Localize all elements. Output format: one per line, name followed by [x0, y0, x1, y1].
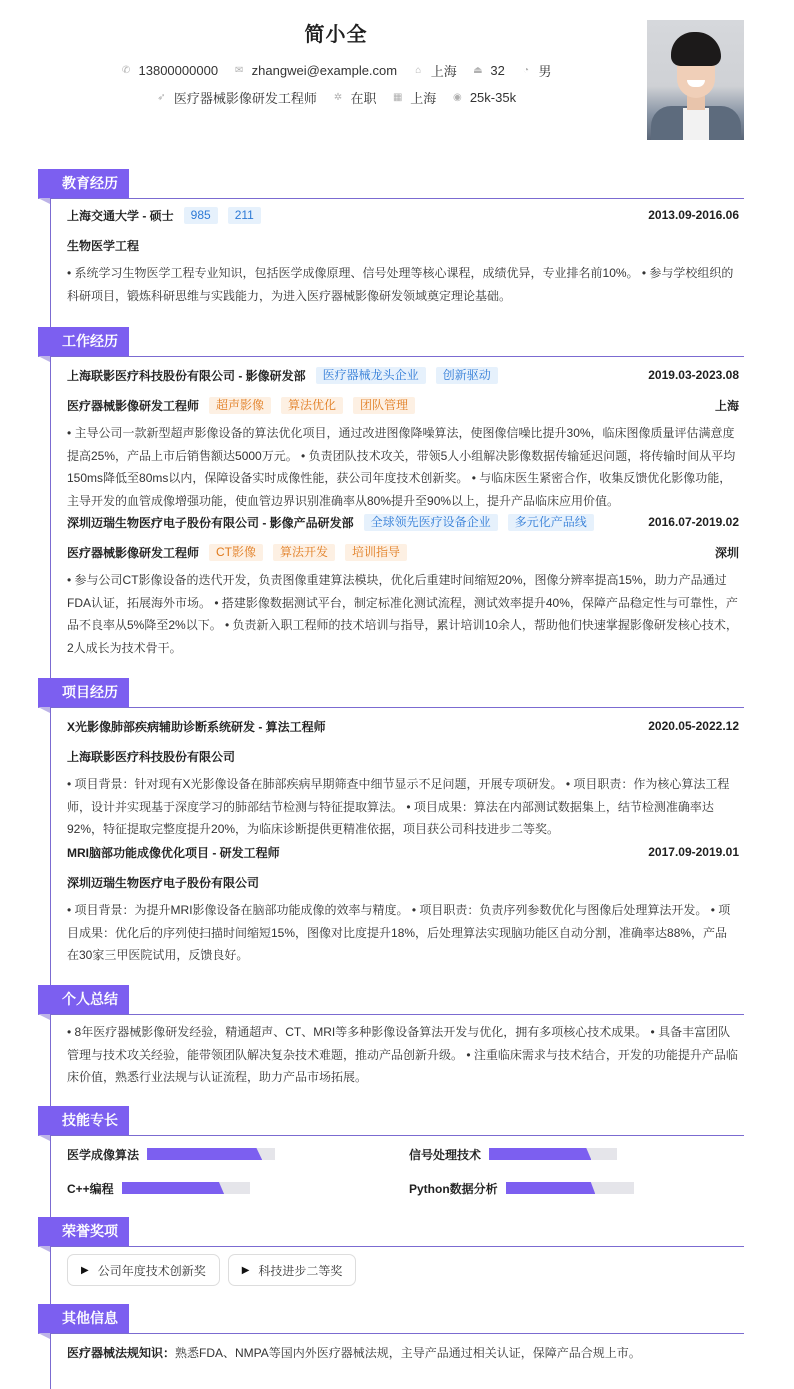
send-icon: ➶	[157, 92, 166, 103]
skill-item: 医学成像算法	[67, 1144, 275, 1164]
section-header	[38, 678, 744, 708]
age-item: ⏏ 32	[473, 63, 505, 78]
target-city-item: ▦ 上海	[392, 91, 437, 106]
section-title: 工作经历	[38, 327, 129, 356]
tag: 算法优化	[281, 397, 343, 414]
gender-item: ◔ 男	[520, 61, 551, 80]
section-header	[38, 1106, 744, 1136]
salary-item: ◉ 25k-35k	[452, 90, 517, 105]
city: 上海	[714, 398, 739, 413]
contact-row	[0, 61, 672, 80]
description: • 系统学习生物医学工程专业知识，包括医学成像原理、信号处理等核心课程，成绩优异，专业排名前10%。 • 参与学校组织的科研项目，锻炼科研思维与实践能力，为进入医疗器械影像研发领域奠定理论基础。	[67, 266, 734, 303]
description: • 主导公司一款新型超声影像设备的算法优化项目，通过改进图像降噪算法，使图像信噪比提升30%，临床图像质量评估满意度提高25%，产品上市后销售额达5000万元。 • 负责团队技术攻关，带领5人小组解决影像数据传输延迟问题，将传输时间从平均150ms降低至80ms以内，保障设备实时成像性能，获公司年度技术创新奖。 • 与临床医生紧密合作，收集反馈优化影像功能，主导开发的血管成像增强功能，使血管边界识别准确率从80%提升至90%以上，提升产品临床应用价值。	[67, 426, 736, 508]
description: • 项目背景：针对现有X光影像设备在肺部疾病早期筛查中细节显示不足问题，开展专项研发。 • 项目职责：作为核心算法工程师，设计并实现基于深度学习的肺部结节检测与特征提取算法。 • 项目成果：算法在内部测试数据集上，结节检测准确率达92%，特征提取完整度提升20%，为临床诊断提供更精准依据，项目获公司科技进步二等奖。	[67, 777, 730, 836]
location-item: ⌂ 上海	[413, 61, 457, 80]
skill-bar	[489, 1148, 617, 1160]
section-title: 项目经历	[38, 678, 129, 707]
project-entry	[67, 837, 739, 967]
project-org: 上海联影医疗科技股份有限公司	[67, 749, 236, 764]
status-item: ✲ 在职	[333, 91, 377, 106]
status-icon: ✲	[333, 92, 343, 103]
tag: 团队管理	[353, 397, 415, 414]
tag: 创新驱动	[436, 367, 498, 384]
section-header	[38, 327, 744, 357]
phone-item: ✆ 13800000000	[121, 63, 219, 78]
role-title: 医疗器械影像研发工程师	[67, 545, 200, 560]
project-org: 深圳迈瑞生物医疗电子股份有限公司	[67, 875, 260, 890]
timeline-line	[50, 190, 51, 1389]
play-icon: ▶	[241, 1264, 250, 1276]
skill-item: C++编程	[67, 1178, 250, 1198]
date-range: 2013.09-2016.06	[648, 208, 739, 222]
project-name: X光影像肺部疾病辅助诊断系统研发 - 算法工程师	[67, 719, 326, 734]
candidate-name: 简小全	[304, 24, 368, 46]
tag: 医疗器械龙头企业	[316, 367, 426, 384]
description: • 项目背景：为提升MRI影像设备在脑部功能成像的效率与精度。 • 项目职责：负责序列参数优化与图像后处理算法开发。 • 项目成果：优化后的序列使扫描时间缩短15%，图像对比度提升18%，后处理算法实现脑功能区自动分割，准确率达88%，产品在30家三甲医院试用，反馈良好。	[67, 903, 731, 962]
play-icon: ▶	[81, 1264, 89, 1276]
summary-text: • 8年医疗器械影像研发经验，精通超声、CT、MRI等多种影像设备算法开发与优化，拥有多项核心技术成果。 • 具备丰富团队管理与技术攻关经验，能带领团队解决复杂技术难题，推动产品创新升级。 • 注重临床需求与技术结合，开发的功能提升产品临床价值，熟悉行业法规与认证流程，助力产品市场拓展。	[67, 1025, 738, 1084]
date-range: 2016.07-2019.02	[648, 515, 739, 529]
skill-item: 信号处理技术	[409, 1144, 617, 1164]
work-entry	[67, 360, 739, 512]
city: 深圳	[714, 545, 739, 560]
mail-icon: ✉	[234, 65, 244, 76]
section-header	[38, 985, 744, 1015]
company-name: 深圳迈瑞生物医疗电子股份有限公司 - 影像产品研发部	[67, 515, 354, 530]
section-title: 荣誉奖项	[38, 1217, 129, 1246]
skill-item: Python数据分析	[409, 1178, 634, 1198]
other-info: 医疗器械法规知识：熟悉FDA、NMPA等国内外医疗器械法规，主导产品通过相关认证，保障产品合规上市。	[67, 1346, 641, 1360]
school-name: 上海交通大学 - 硕士	[67, 208, 174, 223]
target-role-item: ➶ 医疗器械影像研发工程师	[157, 91, 317, 106]
tag: 全球领先医疗设备企业	[364, 514, 498, 531]
salary-icon: ◉	[452, 92, 462, 103]
skill-bar	[122, 1182, 250, 1194]
major: 生物医学工程	[67, 238, 140, 253]
tag: 算法开发	[273, 544, 335, 561]
project-name: MRI脑部功能成像优化项目 - 研发工程师	[67, 845, 280, 860]
tag: CT影像	[209, 544, 263, 561]
avatar-photo	[647, 20, 744, 140]
date-range: 2019.03-2023.08	[648, 368, 739, 382]
phone-icon: ✆	[121, 65, 131, 76]
section-title: 技能专长	[38, 1106, 129, 1135]
date-range: 2017.09-2019.01	[648, 845, 739, 859]
skill-bar	[506, 1182, 634, 1194]
awards-list	[67, 1248, 739, 1286]
home-icon: ⌂	[415, 65, 422, 76]
section-header	[38, 1304, 744, 1334]
award-item: ▶ 科技进步二等奖	[228, 1254, 357, 1286]
date-range: 2020.05-2022.12	[648, 719, 739, 733]
section-title: 其他信息	[38, 1304, 129, 1333]
tag: 多元化产品线	[508, 514, 594, 531]
education-entry	[67, 200, 739, 307]
skills-grid	[67, 1137, 739, 1207]
age-icon: ⏏	[473, 65, 483, 76]
tag: 211	[228, 207, 261, 224]
section-title: 教育经历	[38, 169, 129, 198]
building-icon: ▦	[392, 92, 403, 103]
award-item: ▶ 公司年度技术创新奖	[67, 1254, 220, 1286]
email-item: ✉ zhangwei@example.com	[234, 63, 398, 78]
gender-icon: ◔	[522, 65, 529, 76]
tag: 培训指导	[345, 544, 407, 561]
section-header	[38, 1217, 744, 1247]
section-header	[38, 169, 744, 199]
skill-bar	[147, 1148, 275, 1160]
role-title: 医疗器械影像研发工程师	[67, 398, 200, 413]
work-entry	[67, 507, 739, 659]
description: • 参与公司CT影像设备的迭代开发，负责图像重建算法模块，优化后重建时间缩短20%，图像分辨率提高15%，助力产品通过FDA认证，拓展海外市场。 • 搭建影像数据测试平台，制定标准化测试流程，测试效率提升40%，保障产品稳定性与可靠性，产品不良率从5%降至2%以下。 • 负责新入职工程师的技术培训与指导，累计培训10余人，帮助他们快速掌握影像研发核心技术，2人成长为技术骨干。	[67, 573, 738, 655]
resume-header	[0, 0, 794, 160]
project-entry	[67, 711, 739, 841]
company-name: 上海联影医疗科技股份有限公司 - 影像研发部	[67, 368, 306, 383]
tag: 985	[184, 207, 218, 224]
job-intent-row	[0, 88, 672, 107]
section-title: 个人总结	[38, 985, 129, 1014]
tag: 超声影像	[209, 397, 271, 414]
